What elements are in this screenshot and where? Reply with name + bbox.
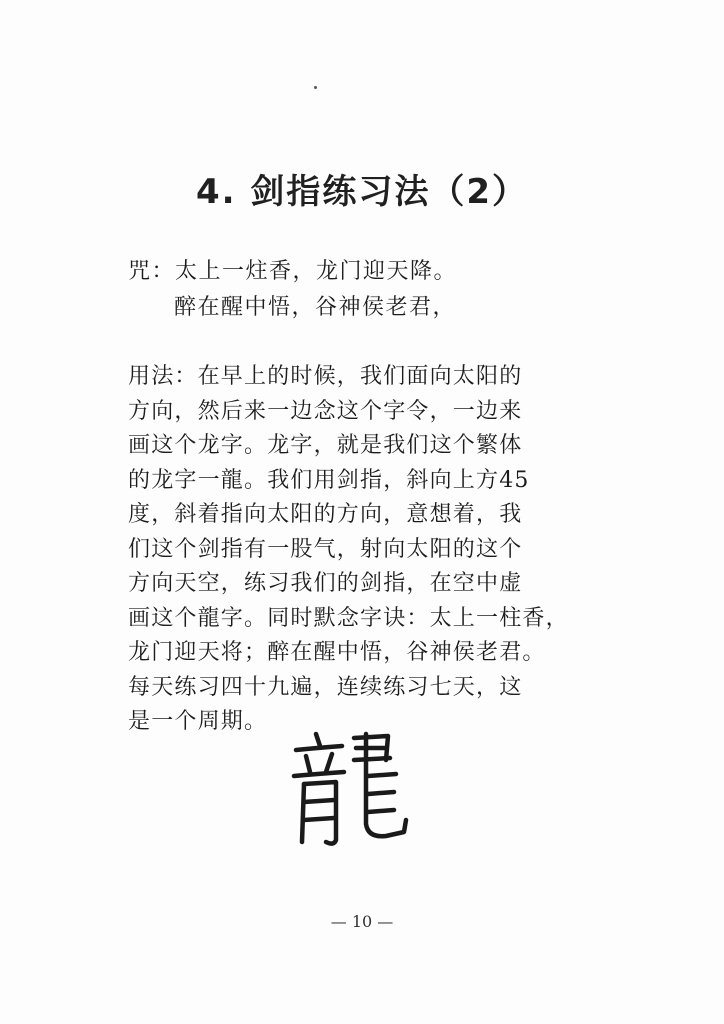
- usage-line: 画这个龙字。龙字，就是我们这个繁体: [128, 433, 523, 458]
- usage-line: 画这个龍字。同时默念字诀：太上一柱香，: [128, 605, 569, 631]
- usage-line: 用法：在早上的时候，我们面向太阳的: [128, 364, 523, 389]
- usage-line: 龙门迎天将；醉在醒中悟，谷神侯老君。: [128, 640, 546, 665]
- usage-line: 是一个周期。: [128, 709, 268, 734]
- page-number: — 10 —: [330, 912, 394, 931]
- usage-line: 方向，然后来一边念这个字令，一边来: [128, 398, 523, 424]
- dragon-calligraphy-glyph: [282, 716, 422, 856]
- usage-paragraph: [128, 360, 598, 740]
- usage-line: 们这个剑指有一股气，射向太阳的这个: [128, 536, 523, 562]
- chant-line-2: 醉在醒中悟，谷神侯老君，: [174, 295, 457, 320]
- usage-line: 每天练习四十九遍，连续练习七天，这: [128, 674, 523, 700]
- chant-line-1: 咒：太上一炷香，龙门迎天降。: [128, 259, 458, 284]
- usage-line: 度，斜着指向太阳的方向，意想着，我: [128, 502, 523, 527]
- usage-line: 方向天空，练习我们的剑指，在空中虚: [128, 571, 523, 596]
- page-title: 4. 剑指练习法（2）: [195, 172, 529, 212]
- chant-block: [128, 254, 628, 326]
- scan-speck: [314, 86, 317, 89]
- usage-line: 的龙字一龍。我们用剑指，斜向上方45: [128, 467, 530, 493]
